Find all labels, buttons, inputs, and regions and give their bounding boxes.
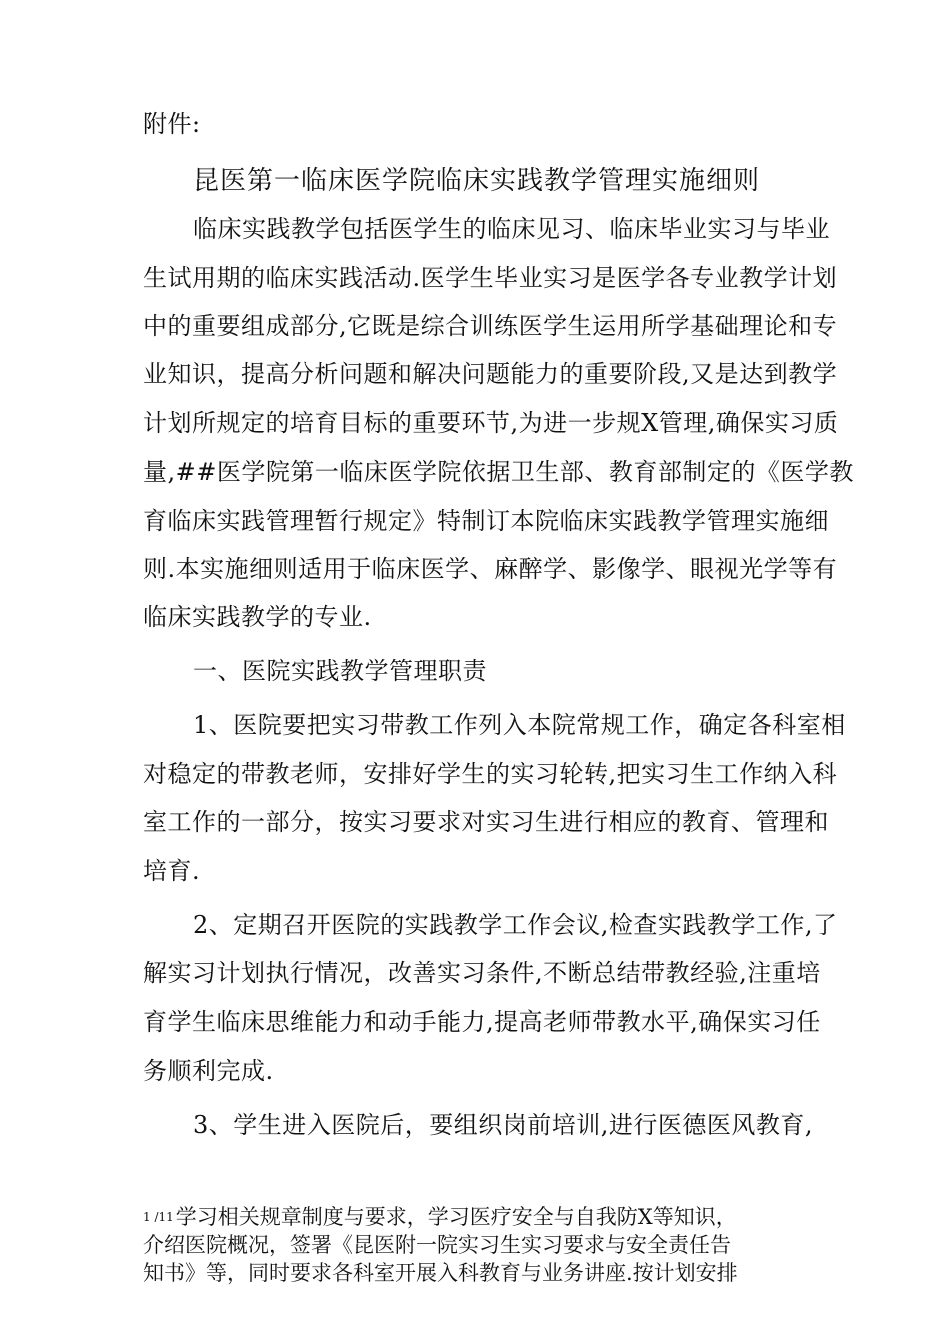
item-3-line: 3、学生进入医院后，要组织岗前培训,进行医德医风教育, [193,1111,814,1139]
text-line: 育临床实践管理暂行规定》特制订本院临床实践教学管理实施细 [143,507,829,535]
footer-line: 知书》等，同时要求各科室开展入科教育与业务讲座.按计划安排 [143,1261,738,1285]
text-line: 中的重要组成部分,它既是综合训练医学生运用所学基础理论和专 [143,312,838,340]
text-line: 室工作的一部分，按实习要求对实习生进行相应的教育、管理和 [143,808,829,836]
text-line: 生试用期的临床实践活动.医学生毕业实习是医学各专业教学计划 [143,264,838,292]
text-line: 培育. [143,857,201,885]
page-number: 1 /11 [143,1210,174,1224]
text-line: 育学生临床思维能力和动手能力,提高老师带教水平,确保实习任 [143,1008,821,1036]
text-line: 1、医院要把实习带教工作列入本院常规工作，确定各科室相 [193,711,846,739]
text-line: 业知识，提高分析问题和解决问题能力的重要阶段,又是达到教学 [143,360,838,388]
text-line: 解实习计划执行情况，改善实习条件,不断总结带教经验,注重培 [143,959,821,987]
attachment-label: 附件: [143,110,201,138]
document-title: 昆医第一临床医学院临床实践教学管理实施细则 [193,166,761,196]
text-line: 对稳定的带教老师，安排好学生的实习轮转,把实习生工作纳入科 [143,760,838,788]
text-line: 计划所规定的培育目标的重要环节,为进一步规X管理,确保实习质 [143,409,839,437]
text-line: 量,##医学院第一临床医学院依据卫生部、教育部制定的《医学教 [143,458,854,486]
section-heading: 一、医院实践教学管理职责 [193,657,487,685]
footer-line [143,1204,823,1230]
text-line: 临床实践教学的专业. [143,603,372,631]
text-line: 则.本实施细则适用于临床医学、麻醉学、影像学、眼视光学等有 [143,555,838,583]
text-line: 务顺利完成. [143,1057,274,1085]
footer-text: 学习相关规章制度与要求，学习医疗安全与自我防X等知识， [175,1205,737,1229]
text-line: 临床实践教学包括医学生的临床见习、临床毕业实习与毕业 [193,215,830,243]
footer-line: 介绍医院概况，签署《昆医附一院实习生实习要求与安全责任告 [143,1233,731,1257]
text-line: 2、定期召开医院的实践教学工作会议,检查实践教学工作,了 [193,911,838,939]
